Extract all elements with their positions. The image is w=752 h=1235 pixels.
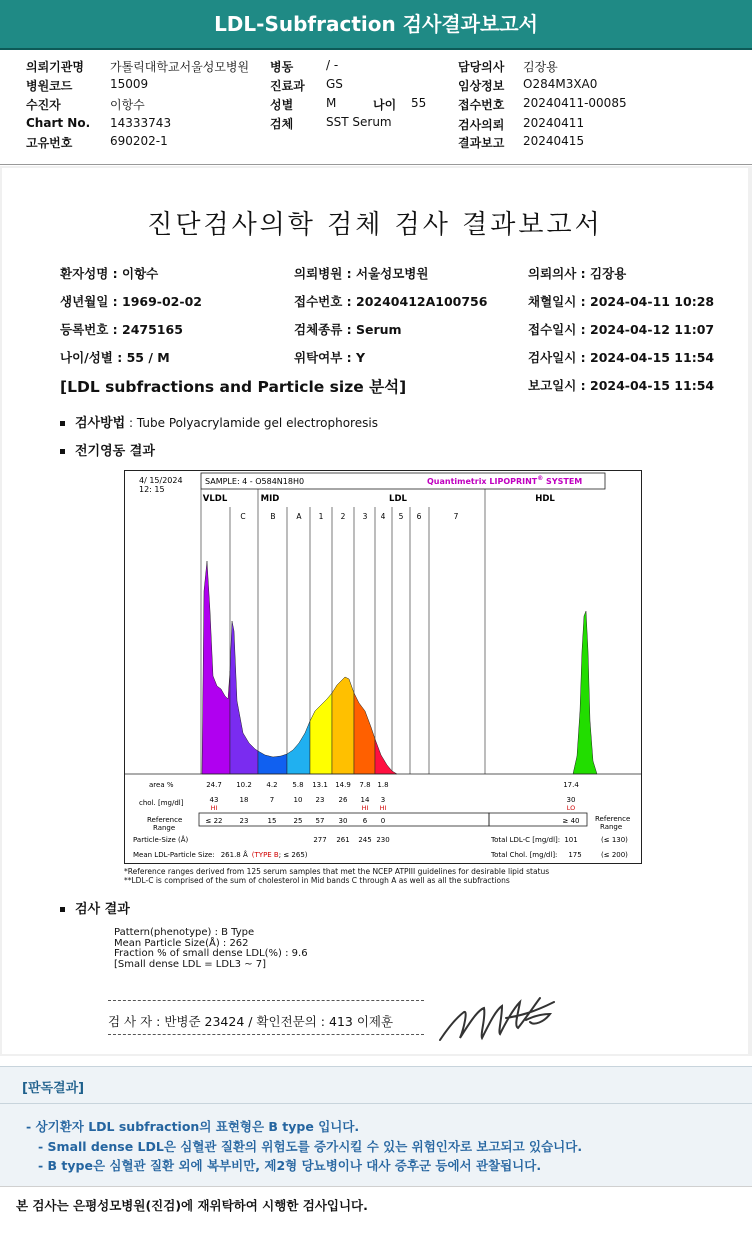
group-ldl: LDL bbox=[389, 494, 407, 504]
analysis-subtitle: [LDL subfractions and Particle size 분석] bbox=[60, 378, 407, 396]
particle-size-value: 245 bbox=[358, 836, 372, 844]
ref-value: 25 bbox=[293, 817, 303, 825]
ref-word-2: Range bbox=[153, 824, 176, 832]
chol-value: 30 bbox=[566, 796, 576, 804]
flag-value: HI bbox=[379, 804, 387, 812]
area-value: 10.2 bbox=[236, 781, 252, 789]
hdr-value: M bbox=[326, 96, 337, 110]
hdr-value: / - bbox=[326, 58, 339, 72]
mean-tail: ; ≤ 265) bbox=[278, 851, 308, 859]
interpretation-line: - B type은 심혈관 질환 외에 복부비만, 제2형 당뇨병이나 대사 증후군 등에서 관찰됩니다. bbox=[38, 1158, 542, 1173]
band-labels bbox=[240, 512, 458, 521]
particle-size-value: 277 bbox=[313, 836, 327, 844]
result-line: [Small dense LDL = LDL3 ~ 7] bbox=[114, 958, 267, 970]
row-label-ref bbox=[147, 816, 182, 832]
chol-values bbox=[210, 796, 576, 804]
peak-mid_a bbox=[287, 721, 310, 774]
mean-size-label: Mean LDL-Particle Size: bbox=[133, 851, 215, 859]
peak-mid_c bbox=[230, 621, 258, 774]
lipoprint-chart bbox=[124, 470, 642, 864]
peak-ldl4 bbox=[375, 739, 397, 774]
peak-areas bbox=[202, 561, 597, 774]
chol-value: 7 bbox=[269, 796, 275, 804]
result-line: Mean Particle Size(Å) : 262 bbox=[114, 937, 249, 949]
request-hospital: 의뢰병원 : 서울성모병원 bbox=[294, 266, 429, 281]
chol-value: 26 bbox=[338, 796, 348, 804]
test-time: 검사일시 : 2024-04-15 11:54 bbox=[528, 350, 715, 365]
interpretation-line: - 상기환자 LDL subfraction의 표현형은 B type 입니다. bbox=[26, 1119, 360, 1134]
request-doctor: 의뢰의사 : 김장용 bbox=[528, 266, 627, 281]
ref-value: ≥ 40 bbox=[562, 817, 580, 825]
band-label-A: A bbox=[296, 512, 302, 521]
peak-ldl1 bbox=[310, 693, 332, 774]
note-line: *Reference ranges derived from 125 serum samples that met the NCEP ATPIII guidelines for desirable lipid status bbox=[124, 867, 550, 876]
hdr-label: 성별 bbox=[270, 98, 294, 112]
report-page-title: 진단검사의학 검체 검사 결과보고서 bbox=[147, 210, 603, 240]
ref-side-1: Reference bbox=[595, 815, 631, 823]
total-ldl-label: Total LDL-C [mg/dl]: bbox=[491, 836, 561, 844]
bullet-icon bbox=[60, 449, 65, 454]
ref-side-label bbox=[595, 815, 630, 831]
mean-size-line bbox=[133, 850, 308, 859]
area-value: 14.9 bbox=[335, 781, 351, 789]
hdr-value: 55 bbox=[411, 96, 427, 110]
hdr-value: 20240415 bbox=[523, 134, 585, 148]
interpretation-title: [판독결과] bbox=[22, 1081, 85, 1096]
row-label-size: Particle-Size (Å) bbox=[133, 836, 189, 844]
peak-vldl bbox=[202, 561, 230, 774]
area-value: 4.2 bbox=[266, 781, 278, 789]
band-label-4: 4 bbox=[380, 512, 386, 521]
hdr-label: 병동 bbox=[270, 60, 294, 74]
peak-mid_b bbox=[258, 751, 287, 774]
group-vldl: VLDL bbox=[202, 494, 228, 504]
mean-size-value: 261.8 Å bbox=[220, 851, 248, 859]
report-viewer bbox=[0, 166, 752, 1056]
hdr-label: 병원코드 bbox=[26, 79, 73, 93]
hdr-label: 임상정보 bbox=[458, 79, 505, 93]
method-label: 검사방법 bbox=[75, 416, 126, 431]
hdr-label: 의뢰기관명 bbox=[26, 60, 84, 74]
size-values bbox=[313, 836, 389, 844]
hdr-label: 고유번호 bbox=[26, 136, 73, 150]
ref-value: 23 bbox=[239, 817, 249, 825]
hdr-value: 김장용 bbox=[523, 60, 558, 74]
flag-value: HI bbox=[361, 804, 369, 812]
electro-bullet bbox=[60, 440, 155, 459]
patient-regno: 등록번호 : 2475165 bbox=[60, 322, 183, 337]
signature-icon bbox=[434, 988, 564, 1050]
group-mid: MID bbox=[260, 494, 280, 504]
hdr-label: 진료과 bbox=[270, 79, 305, 93]
ref-value: 0 bbox=[380, 817, 386, 825]
band-label-C: C bbox=[240, 512, 246, 521]
hdr-label: 나이 bbox=[373, 98, 397, 112]
chol-value: 10 bbox=[293, 796, 303, 804]
chart-notes bbox=[124, 867, 549, 885]
particle-size-value: 261 bbox=[336, 836, 350, 844]
hdr-label: 수진자 bbox=[26, 98, 61, 112]
method-value: : Tube Polyacrylamide gel electrophoresis bbox=[125, 416, 378, 430]
area-values bbox=[206, 781, 579, 789]
result-line: Pattern(phenotype) : B Type bbox=[114, 927, 255, 938]
area-value: 13.1 bbox=[312, 781, 328, 789]
total-chol-value: 175 bbox=[568, 851, 582, 859]
band-label-3: 3 bbox=[362, 512, 368, 521]
hdr-value: 20240411 bbox=[523, 116, 585, 130]
result-line: Fraction % of small dense LDL(%) : 9.6 bbox=[114, 948, 308, 959]
report-page bbox=[2, 168, 748, 1054]
ref-value: 30 bbox=[338, 817, 348, 825]
chol-value: 23 bbox=[315, 796, 325, 804]
patient-agesex: 나이/성별 : 55 / M bbox=[60, 350, 170, 365]
header-divider bbox=[0, 164, 752, 165]
footer-note: 본 검사는 은평성모병원(진검)에 재위탁하여 시행한 검사입니다. bbox=[16, 1198, 368, 1213]
area-value: 7.8 bbox=[359, 781, 371, 789]
ref-value: ≤ 22 bbox=[205, 817, 223, 825]
report-time: 보고일시 : 2024-04-15 11:54 bbox=[528, 378, 715, 393]
chol-value: 43 bbox=[209, 796, 219, 804]
total-ldl-value: 101 bbox=[564, 836, 578, 844]
band-label-1: 1 bbox=[318, 512, 324, 521]
group-hdl: HDL bbox=[535, 494, 555, 504]
area-value: 1.8 bbox=[377, 781, 389, 789]
band-label-2: 2 bbox=[340, 512, 346, 521]
hdr-value: 15009 bbox=[110, 77, 149, 91]
hdr-label: Chart No. bbox=[26, 116, 91, 130]
chart-date: 4/ 15/2024 bbox=[139, 476, 183, 485]
flag-value: HI bbox=[210, 804, 218, 812]
receive-time: 접수일시 : 2024-04-12 11:07 bbox=[528, 322, 715, 337]
area-value: 24.7 bbox=[206, 781, 222, 789]
band-label-7: 7 bbox=[453, 512, 459, 521]
ref-side-2: Range bbox=[600, 823, 623, 831]
ref-word-1: Reference bbox=[147, 816, 183, 824]
band-label-B: B bbox=[270, 512, 276, 521]
interpretation-section bbox=[0, 1066, 752, 1187]
hdr-label: 접수번호 bbox=[458, 98, 505, 112]
hdr-label: 담당의사 bbox=[458, 60, 505, 74]
chart-sample: SAMPLE: 4 - O584N18H0 bbox=[205, 477, 305, 486]
hdr-label: 결과보고 bbox=[458, 136, 505, 150]
interpretation-divider bbox=[0, 1103, 752, 1104]
hdr-label: 검체 bbox=[270, 117, 294, 131]
peak-ldl3 bbox=[354, 693, 375, 774]
electro-label: 전기영동 결과 bbox=[75, 444, 155, 459]
band-label-5: 5 bbox=[398, 512, 404, 521]
total-chol-ref: (≤ 200) bbox=[601, 851, 628, 859]
area-value: 17.4 bbox=[563, 781, 579, 789]
chol-value: 18 bbox=[239, 796, 249, 804]
peak-ldl2 bbox=[332, 677, 354, 774]
ref-value: 57 bbox=[315, 817, 325, 825]
hdr-label: 검사의뢰 bbox=[458, 118, 505, 132]
total-ldl-ref: (≤ 130) bbox=[601, 836, 628, 844]
header-info bbox=[0, 52, 752, 162]
ref-value: 6 bbox=[362, 817, 368, 825]
system-name-text: Quantimetrix LIPOPRINT bbox=[427, 477, 538, 486]
ref-values bbox=[206, 817, 580, 825]
result-block bbox=[114, 928, 308, 970]
hdr-value: 이항수 bbox=[110, 98, 145, 112]
row-label-chol: chol. [mg/dl] bbox=[139, 799, 184, 807]
hdr-value: 690202-1 bbox=[110, 134, 168, 148]
ref-value: 15 bbox=[267, 817, 277, 825]
hdr-value: O284M3XA0 bbox=[523, 77, 598, 91]
area-value: 5.8 bbox=[292, 781, 304, 789]
collect-time: 채혈일시 : 2024-04-11 10:28 bbox=[528, 294, 715, 309]
consign-status: 위탁여부 : Y bbox=[294, 350, 366, 365]
interpretation-line: - Small dense LDL은 심혈관 질환의 위험도를 증가시킬 수 있는 위험인자로 보고되고 있습니다. bbox=[38, 1139, 583, 1154]
method-bullet bbox=[60, 412, 378, 431]
hdr-value: 가톨릭대학교서울성모병원 bbox=[110, 60, 250, 74]
result-label: 검사 결과 bbox=[75, 902, 130, 917]
result-bullet bbox=[60, 898, 130, 917]
band-label-6: 6 bbox=[416, 512, 422, 521]
particle-size-value: 230 bbox=[376, 836, 390, 844]
sign-line-top bbox=[108, 1000, 424, 1001]
accession-no: 접수번호 : 20240412A100756 bbox=[294, 294, 488, 309]
specimen-type: 검체종류 : Serum bbox=[294, 322, 402, 337]
flag-values bbox=[211, 804, 576, 812]
note-line: **LDL-C is comprised of the sum of cholesterol in Mid bands C through A as well as all the subfractions bbox=[124, 876, 510, 885]
patient-birth: 생년월일 : 1969-02-02 bbox=[60, 294, 202, 309]
hdr-value: SST Serum bbox=[326, 115, 392, 129]
chol-value: 14 bbox=[360, 796, 370, 804]
hdr-value: 14333743 bbox=[110, 116, 172, 130]
report-title-bar: LDL-Subfraction 검사결과보고서 bbox=[0, 0, 752, 50]
chol-value: 3 bbox=[380, 796, 386, 804]
signoff-text: 검 사 자 : 반병준 23424 / 확인전문의 : 413 이제훈 bbox=[108, 1014, 394, 1029]
system-name bbox=[427, 475, 582, 486]
bullet-icon bbox=[60, 907, 65, 912]
chart-time: 12: 15 bbox=[139, 485, 165, 494]
patient-name: 환자성명 : 이항수 bbox=[60, 266, 159, 281]
hdr-value: 20240411-00085 bbox=[523, 96, 627, 110]
bullet-icon bbox=[60, 421, 65, 426]
row-label-area: area % bbox=[149, 781, 174, 789]
total-chol-label: Total Chol. [mg/dl]: bbox=[491, 851, 558, 859]
peak-hdl bbox=[573, 611, 597, 774]
hdr-value: GS bbox=[326, 77, 343, 91]
sign-line-bottom bbox=[108, 1034, 424, 1035]
system-tail: SYSTEM bbox=[543, 477, 583, 486]
flag-value: LO bbox=[566, 804, 576, 812]
mean-type: (TYPE B bbox=[251, 851, 279, 859]
system-reg: ® bbox=[537, 475, 544, 482]
lipoprint-svg bbox=[125, 471, 641, 863]
